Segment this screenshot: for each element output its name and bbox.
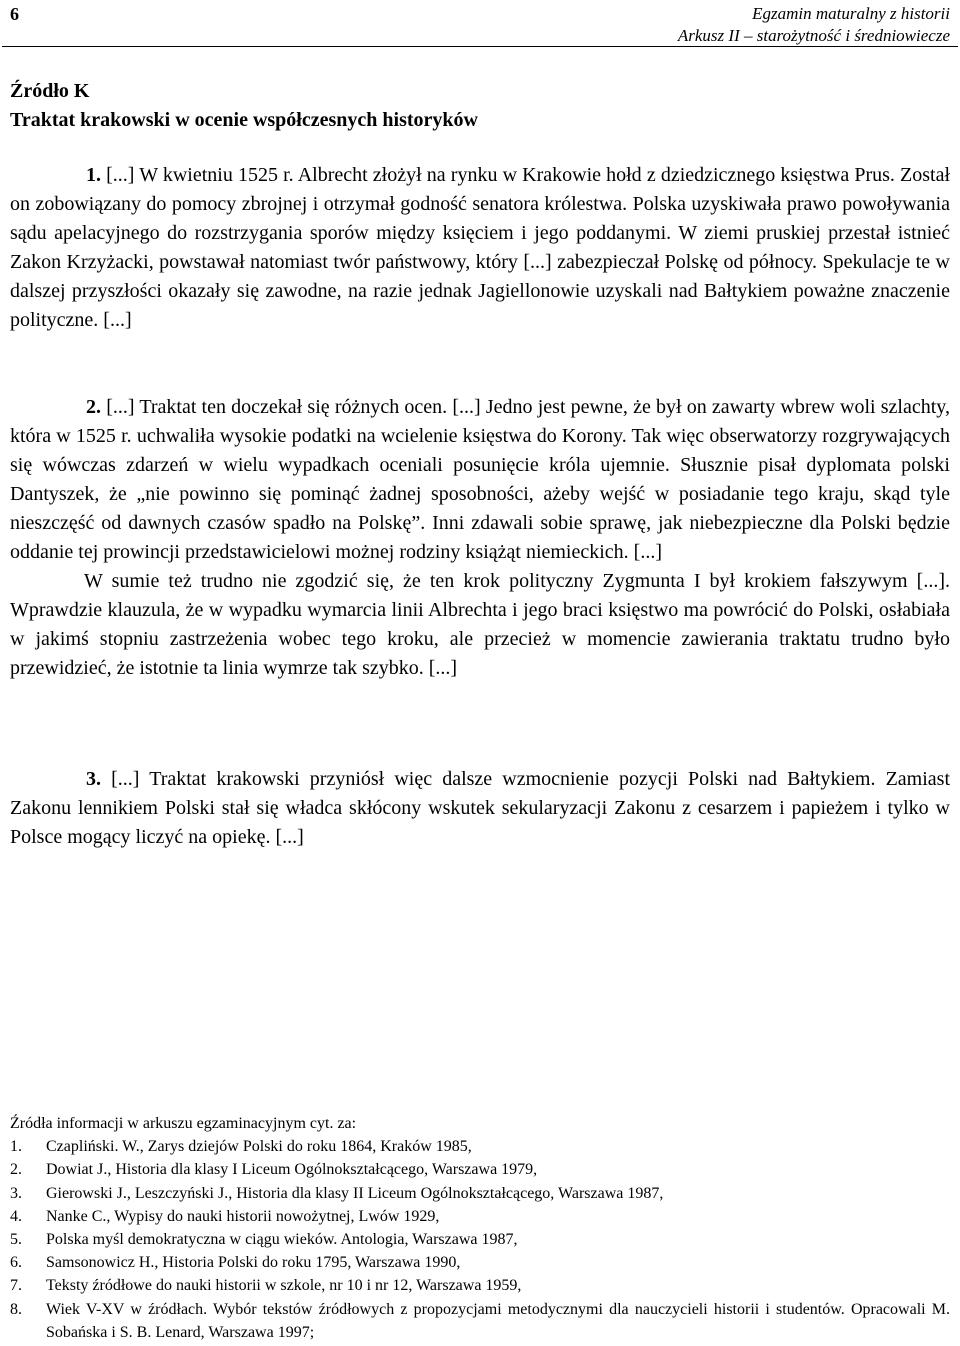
item-number: 4.: [10, 1207, 22, 1225]
source-title: Traktat krakowski w ocenie współczesnych historyków: [10, 109, 478, 131]
section-text: [...] Traktat krakowski przyniósł więc dalsze wzmocnienie pozycji Polski nad Bałtykiem. Zamiast Zakonu lennikiem Polski stał się władca skłócony wskutek sekularyzacji Zakonu z cesarzem i papieżem i tylko w Polsce mogący liczyć na opiekę. [...]: [10, 768, 951, 848]
section-3-paragraph: [10, 765, 950, 852]
item-number: 5.: [10, 1231, 22, 1249]
source-label: Źródło K: [10, 80, 90, 102]
item-text: Czapliński. W., Zarys dziejów Polski do roku 1864, Kraków 1985,: [46, 1138, 472, 1156]
section-text: W sumie też trudno nie zgodzić się, że ten krok polityczny Zygmunta I był krokiem fałszywym [...]. Wprawdzie klauzula, że w wypadku wymarcia linii Albrechta i jego braci księstwo ma powrócić do Polski, osłabiała w jakimś stopniu zastrzeżenia wobec tego kroku, ale przecież w momencie zawierania traktatu trudno było przewidzieć, że istotnie ta linia wymrze tak szybko. [...]: [10, 570, 950, 679]
bibliography-item: [10, 1251, 950, 1274]
section-text: [...] Traktat ten doczekał się różnych ocen. [...] Jedno jest pewne, że był on zawarty wbrew woli szlachty, która w 1525 r. uchwaliła wysokie podatki na wcielenie księstwa do Korony. Tak więc obserwatorzy rozgrywających się wówczas zdarzeń w wielu wypadkach oceniali posunięcie króla ujemnie. Słusznie pisał dyplomata polski Dantyszek, że „nie powinno się pominąć żadnej sposobności, ażeby wejść w posiadanie tego kraju, skąd tyle nieszczęść od dawnych czasów spadło na Polskę”. Inni zdawali sobie sprawę, jak niebezpieczne dla Polski będzie oddanie tej prowincji przedstawicielowi możnej rodziny książąt niemieckich. [...]: [10, 396, 950, 563]
item-text: Wiek V-XV w źródłach. Wybór tekstów źródłowych z propozycjami metodycznymi dla nauczycieli historii i studentów. Opracowali M. Sobańska i S. B. Lenard, Warszawa 1997;: [46, 1300, 950, 1341]
section-3: [10, 765, 950, 852]
running-title-line2: Arkusz II – starożytność i średniowiecze: [677, 26, 950, 45]
bibliography-list: [10, 1135, 950, 1344]
bibliography-item: [10, 1158, 950, 1181]
bibliography: [10, 1112, 950, 1344]
bibliography-item: [10, 1298, 950, 1344]
bibliography-item: [10, 1182, 950, 1205]
bibliography-item: [10, 1228, 950, 1251]
item-number: 8.: [10, 1300, 22, 1318]
page-number: 6: [10, 4, 19, 24]
item-number: 1.: [10, 1138, 22, 1156]
section-number: 3.: [86, 768, 101, 790]
bibliography-title: Źródła informacji w arkuszu egzaminacyjnym cyt. za:: [10, 1115, 357, 1132]
bibliography-item: [10, 1205, 950, 1228]
section-2-paragraph-2: [10, 567, 950, 683]
header-divider: [2, 46, 958, 47]
source-heading: [10, 77, 478, 135]
item-number: 7.: [10, 1277, 22, 1295]
bibliography-item: [10, 1135, 950, 1158]
item-text: Gierowski J., Leszczyński J., Historia dla klasy II Liceum Ogólnokształcącego, Warszawa 1987,: [46, 1184, 664, 1202]
running-title-line1: Egzamin maturalny z historii: [752, 4, 950, 23]
item-number: 6.: [10, 1254, 22, 1272]
section-1-paragraph: [10, 161, 950, 335]
item-text: Samsonowicz H., Historia Polski do roku 1795, Warszawa 1990,: [46, 1254, 461, 1272]
item-text: Nanke C., Wypisy do nauki historii nowożytnej, Lwów 1929,: [46, 1207, 440, 1225]
item-text: Dowiat J., Historia dla klasy I Liceum Ogólnokształcącego, Warszawa 1979,: [46, 1161, 538, 1179]
section-number: 1.: [86, 164, 101, 186]
section-number: 2.: [86, 396, 101, 418]
section-text: [...] W kwietniu 1525 r. Albrecht złożył na rynku w Krakowie hołd z dziedzicznego księstwa Prus. Został on zobowiązany do pomocy zbrojnej i otrzymał godność senatora królestwa. Polska uzyskiwała prawo powoływania sądu apelacyjnego do rozstrzygania sporów między księciem i jego poddanymi. W ziemi pruskiej przestał istnieć Zakon Krzyżacki, powstawał natomiast twór państwowy, który [...] zabezpieczał Polskę od północy. Spekulacje te w dalszej przyszłości okazały się zawodne, na razie jednak Jagiellonowie uzyskali nad Bałtykiem poważne znaczenie polityczne. [...]: [10, 164, 951, 331]
section-2: [10, 393, 950, 683]
page-header: [0, 0, 960, 46]
item-number: 2.: [10, 1161, 22, 1179]
item-text: Polska myśl demokratyczna w ciągu wieków. Antologia, Warszawa 1987,: [46, 1231, 518, 1249]
item-text: Teksty źródłowe do nauki historii w szkole, nr 10 i nr 12, Warszawa 1959,: [46, 1277, 522, 1295]
running-head: [678, 3, 950, 47]
item-number: 3.: [10, 1184, 22, 1202]
section-1: [10, 161, 950, 335]
bibliography-item: [10, 1274, 950, 1297]
section-2-paragraph-1: [10, 393, 950, 567]
